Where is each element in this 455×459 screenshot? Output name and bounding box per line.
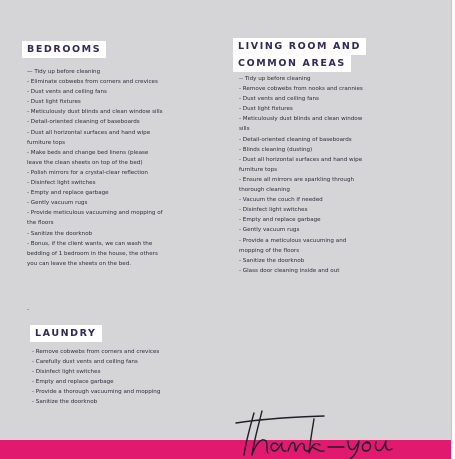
living-room-task-item: - Detail-oriented cleaning of baseboards bbox=[239, 136, 352, 143]
living-room-title-line2: COMMON AREAS bbox=[238, 58, 346, 69]
living-room-heading-line2 bbox=[233, 55, 351, 72]
living-room-task-item: - Vacuum the couch if needed bbox=[239, 197, 323, 204]
living-room-task-item: sills bbox=[239, 126, 250, 133]
bedrooms-task-item: - Polish mirrors for a crystal-clear reflection bbox=[27, 169, 148, 176]
living-room-task-item: - Meticulously dust blinds and clean window bbox=[239, 116, 363, 123]
bedrooms-task-item: — Tidy up before cleaning bbox=[27, 69, 101, 75]
bedrooms-task-item: - Disinfect light switches bbox=[27, 180, 96, 187]
bedrooms-title: BEDROOMS bbox=[27, 44, 102, 55]
living-room-task-item: - Provide a meticulous vacuuming and bbox=[239, 237, 347, 244]
living-room-task-item: furniture tops bbox=[239, 166, 278, 173]
laundry-task-item: - Disinfect light switches bbox=[32, 369, 101, 376]
bedrooms-task-list bbox=[27, 67, 227, 269]
bedrooms-task-item: - Gently vacuum rugs bbox=[27, 200, 88, 207]
living-room-task-item: - Dust all horizontal surfaces and hand wipe bbox=[239, 156, 363, 163]
bedrooms-task-item: - Dust vents and ceiling fans bbox=[27, 89, 107, 96]
living-room-task-item: thorough cleaning bbox=[239, 187, 290, 194]
living-room-task-item: - Glass door cleaning inside and out bbox=[239, 267, 340, 274]
bedrooms-task-item: - Bonus, if the client wants, we can wash the bbox=[27, 240, 153, 247]
living-room-heading-line1 bbox=[233, 38, 366, 55]
laundry-task-item: - Empty and replace garbage bbox=[32, 379, 114, 386]
bedrooms-task-item: - Meticulously dust blinds and clean window sills bbox=[27, 109, 163, 116]
bedrooms-task-item: leave the clean sheets on top of the bed) bbox=[27, 159, 143, 166]
living-room-task-item: - Sanitize the doorknob bbox=[239, 257, 305, 264]
living-room-title-line1: LIVING ROOM AND bbox=[238, 41, 361, 52]
bedrooms-heading bbox=[22, 41, 106, 58]
laundry-task-item: - Sanitize the doorknob bbox=[32, 399, 98, 406]
living-room-task-item: - Blinds cleaning (dusting) bbox=[239, 146, 313, 153]
living-room-task-item: -- Tidy up before cleaning bbox=[239, 76, 311, 82]
living-room-task-item: - Remove cobwebs from nooks and crannies bbox=[239, 86, 363, 93]
bedrooms-task-item: - Provide meticulous vacuuming and mopping of bbox=[27, 210, 163, 217]
stray-period: . bbox=[27, 304, 30, 312]
living-room-task-item: mopping of the floors bbox=[239, 247, 300, 254]
laundry-heading bbox=[30, 325, 102, 342]
thank-you-signature bbox=[232, 405, 402, 459]
living-room-task-item: - Empty and replace garbage bbox=[239, 217, 321, 224]
living-room-task-list bbox=[239, 74, 439, 276]
living-room-task-item: - Dust vents and ceiling fans bbox=[239, 96, 319, 103]
bedrooms-task-item: - Detail-oriented cleaning of baseboards bbox=[27, 119, 140, 126]
living-room-task-item: - Gently vacuum rugs bbox=[239, 227, 300, 234]
bedrooms-task-item: - Dust light fixtures bbox=[27, 99, 81, 106]
living-room-task-item: - Disinfect light switches bbox=[239, 207, 308, 214]
bedrooms-task-item: - Dust all horizontal surfaces and hand wipe bbox=[27, 129, 151, 136]
bedrooms-task-item: - Eliminate cobwebs from corners and crevices bbox=[27, 79, 158, 86]
laundry-task-item: - Remove cobwebs from corners and crevices bbox=[32, 349, 160, 355]
bedrooms-task-item: the floors bbox=[27, 220, 54, 227]
laundry-task-item: - Provide a thorough vacuuming and mopping bbox=[32, 389, 161, 396]
laundry-task-item: - Carefully dust vents and ceiling fans bbox=[32, 359, 138, 366]
laundry-task-list bbox=[32, 347, 232, 408]
bedrooms-task-item: - Sanitize the doorknob bbox=[27, 230, 93, 237]
bedrooms-task-item: - Empty and replace garbage bbox=[27, 190, 109, 197]
laundry-title: LAUNDRY bbox=[35, 328, 97, 339]
living-room-task-item: - Ensure all mirrors are sparkling through bbox=[239, 176, 355, 183]
bedrooms-task-item: furniture tops bbox=[27, 139, 66, 146]
bedrooms-task-item: you can leave the sheets on the bed. bbox=[27, 260, 132, 267]
bedrooms-task-item: - Make beds and change bed linens (please bbox=[27, 149, 149, 156]
bedrooms-task-item: bedding of 1 bedroom in the house, the others bbox=[27, 250, 158, 257]
living-room-task-item: - Dust light fixtures bbox=[239, 106, 293, 113]
